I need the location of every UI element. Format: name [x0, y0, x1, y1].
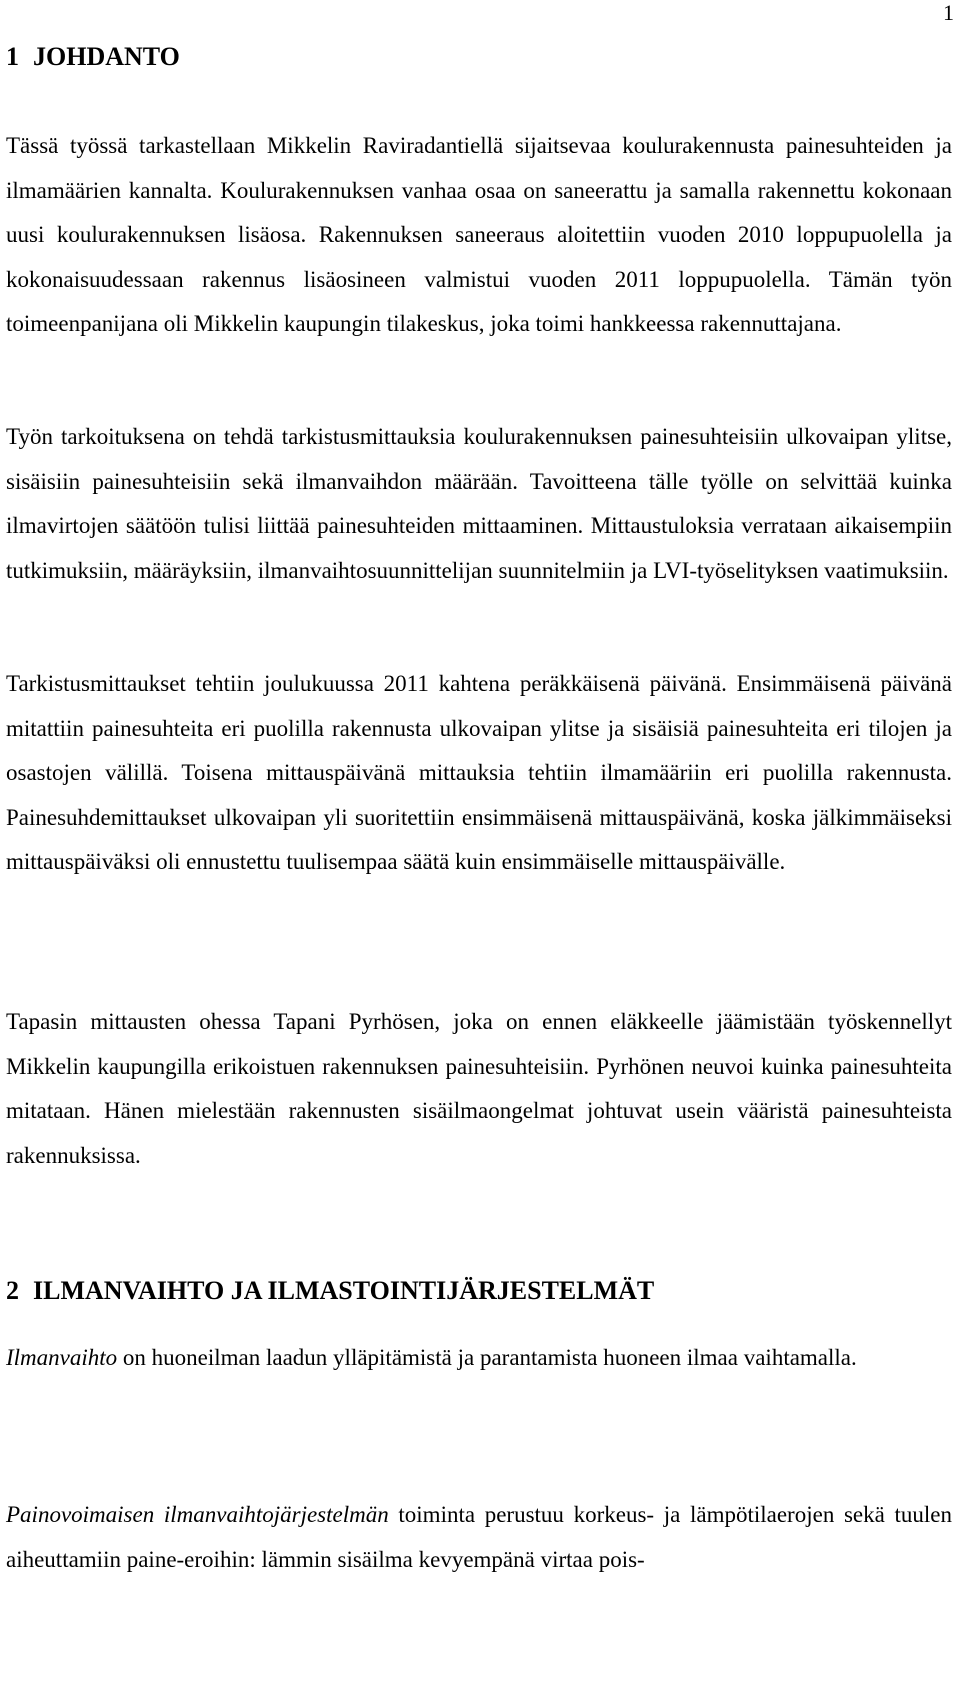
- section-2-number: 2: [6, 1276, 19, 1305]
- paragraph-painovoimainen-text: toiminta perustuu korkeus- ja lämpötilaerojen sekä tuulen aiheuttamiin paine-eroihin: lämmin sisäilma kevyempänä virtaa pois-: [6, 1502, 952, 1572]
- page-number: 1: [943, 0, 954, 25]
- paragraph-pyrhonen: Tapasin mittausten ohessa Tapani Pyrhösen, joka on ennen eläkkeelle jäämistään työskennellyt Mikkelin kaupungilla erikoistuen rakennuksen painesuhteisiin. Pyrhönen neuvoi kuinka painesuhteita mitataan. Hänen mielestään rakennusten sisäilmaongelmat johtuvat usein vääristä painesuhteista rakennuksissa.: [6, 1009, 952, 1168]
- section-1-heading: [6, 41, 180, 73]
- paragraph-ilmanvaihto-text: on huoneilman laadun ylläpitämistä ja parantamista huoneen ilmaa vaihtamalla.: [117, 1345, 857, 1370]
- section-2-title: ILMANVAIHTO JA ILMASTOINTIJÄRJESTELMÄT: [33, 1276, 655, 1305]
- paragraph-intro: Tässä työssä tarkastellaan Mikkelin Raviradantiellä sijaitsevaa koulurakennusta painesuhteiden ja ilmamäärien kannalta. Koulurakennuksen vanhaa osaa on saneerattu ja samalla rakennettu kokonaan uusi koulurakennuksen lisäosa. Rakennuksen saneeraus aloitettiin vuoden 2010 loppupuolella ja kokonaisuudessaan rakennus lisäosineen valmistui vuoden 2011 loppupuolella. Tämän työn toimeenpanijana oli Mikkelin kaupungin tilakeskus, joka toimi hankkeessa rakennuttajana.: [6, 133, 952, 337]
- term-painovoimainen: Painovoimaisen ilmanvaihtojärjestelmän: [6, 1502, 389, 1527]
- paragraph-measurements: Tarkistusmittaukset tehtiin joulukuussa 2011 kahtena peräkkäisenä päivänä. Ensimmäisenä päivänä mitattiin painesuhteita eri puolilla rakennusta ulkovaipan ylitse ja sisäisiä painesuhteita eri tilojen ja osastojen välillä. Toisena mittauspäivänä mittauksia tehtiin ilmamääriin eri puolilla rakennusta. Painesuhdemittaukset ulkovaipan yli suoritettiin ensimmäisenä mittauspäivänä, koska jälkimmäiseksi mittauspäiväksi oli ennustettu tuulisempaa säätä kuin ensimmäiselle mittauspäivälle.: [6, 671, 952, 875]
- paragraph-painovoimainen: [6, 1493, 952, 1582]
- section-1-number: 1: [6, 42, 19, 71]
- term-ilmanvaihto: Ilmanvaihto: [6, 1345, 118, 1370]
- paragraph-purpose: Työn tarkoituksena on tehdä tarkistusmittauksia koulurakennuksen painesuhteisiin ulkovaipan ylitse, sisäisiin painesuhteisiin sekä ilmanvaihdon määrään. Tavoitteena tälle työlle on selvittää kuinka ilmavirtojen säätöön tulisi liittää painesuhteiden mittaaminen. Mittaustuloksia verrataan aikaisempiin tutkimuksiin, määräyksiin, ilmanvaihtosuunnittelijan suunnitelmiin ja LVI-työselityksen vaatimuksiin.: [6, 424, 952, 583]
- section-2-heading: [6, 1275, 654, 1307]
- section-1-title: JOHDANTO: [33, 42, 180, 71]
- paragraph-ilmanvaihto: [6, 1336, 952, 1381]
